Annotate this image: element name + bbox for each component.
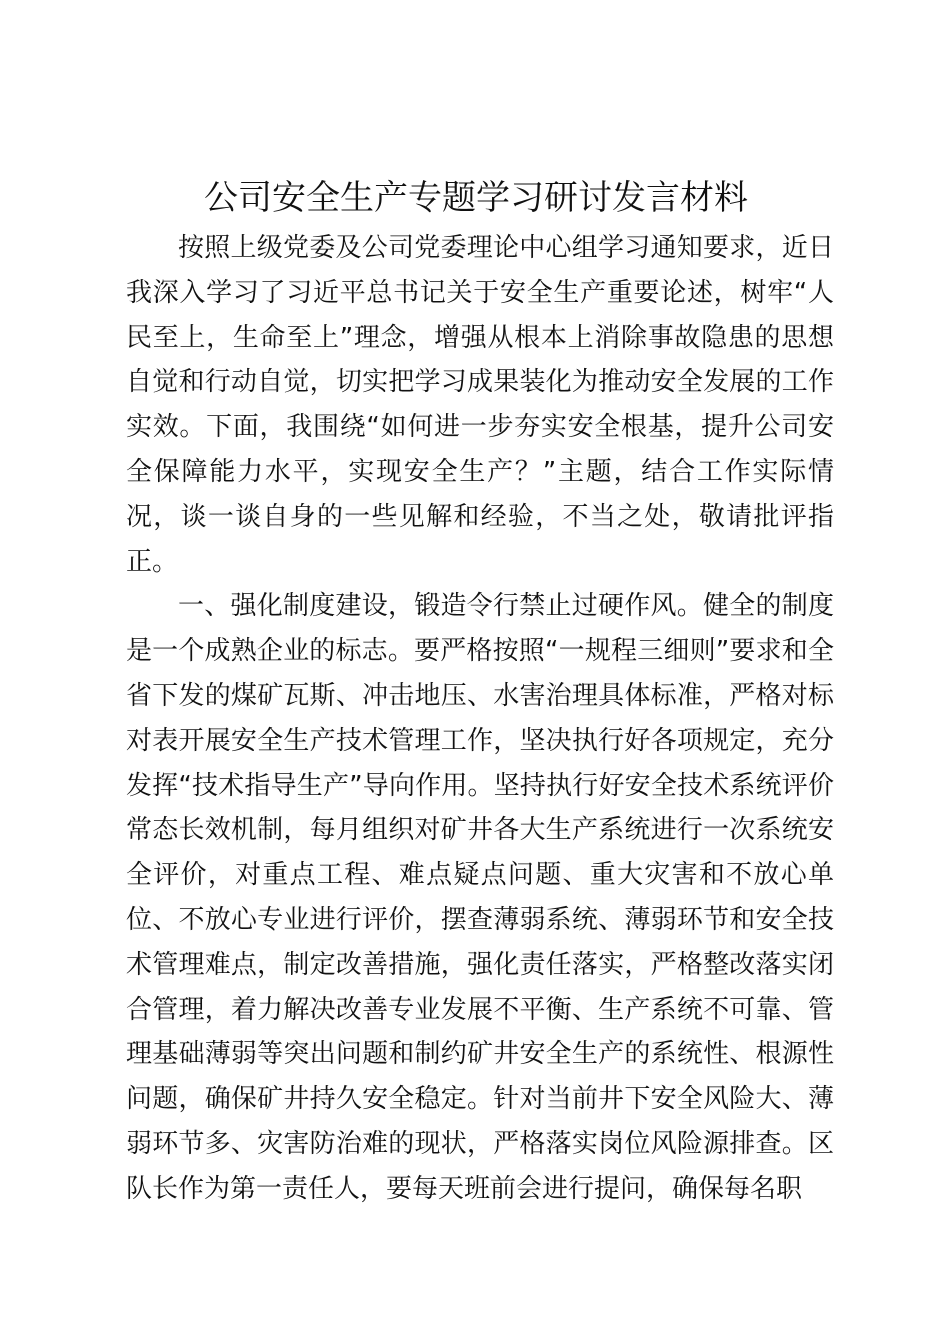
paragraph-intro: 按照上级党委及公司党委理论中心组学习通知要求，近日我深入学习了习近平总书记关于安全生产重要论述，树牢“人民至上，生命至上”理念，增强从根本上消除事故隐患的思想自觉和行动自觉，切实把学习成果装化为推动安全发展的工作实效。下面，我围绕“如何进一步夯实安全根基，提升公司安全保障能力水平，实现安全生产？”主题，结合工作实际情况，谈一谈自身的一些见解和经验，不当之处，敬请批评指正。 — [126, 233, 834, 577]
document-body — [126, 226, 834, 1212]
document-title: 公司安全生产专题学习研讨发言材料 — [204, 178, 748, 218]
paragraph-section-one: 一、强化制度建设，锻造令行禁止过硬作风。健全的制度是一个成熟企业的标志。要严格按照“一规程三细则”要求和全省下发的煤矿瓦斯、冲击地压、水害治理具体标准，严格对标对表开展安全生产技术管理工作，坚决执行好各项规定，充分发挥“技术指导生产”导向作用。坚持执行好安全技术系统评价常态长效机制，每月组织对矿井各大生产系统进行一次系统安全评价，对重点工程、难点疑点问题、重大灾害和不放心单位、不放心专业进行评价，摆查薄弱系统、薄弱环节和安全技术管理难点，制定改善措施，强化责任落实，严格整改落实闭合管理，着力解决改善专业发展不平衡、生产系统不可靠、管理基础薄弱等突出问题和制约矿井安全生产的系统性、根源性问题，确保矿井持久安全稳定。针对当前井下安全风险大、薄弱环节多、灾害防治难的现状，严格落实岗位风险源排查。区队长作为第一责任人，要每天班前会进行提问，确保每名职 — [126, 591, 834, 1204]
